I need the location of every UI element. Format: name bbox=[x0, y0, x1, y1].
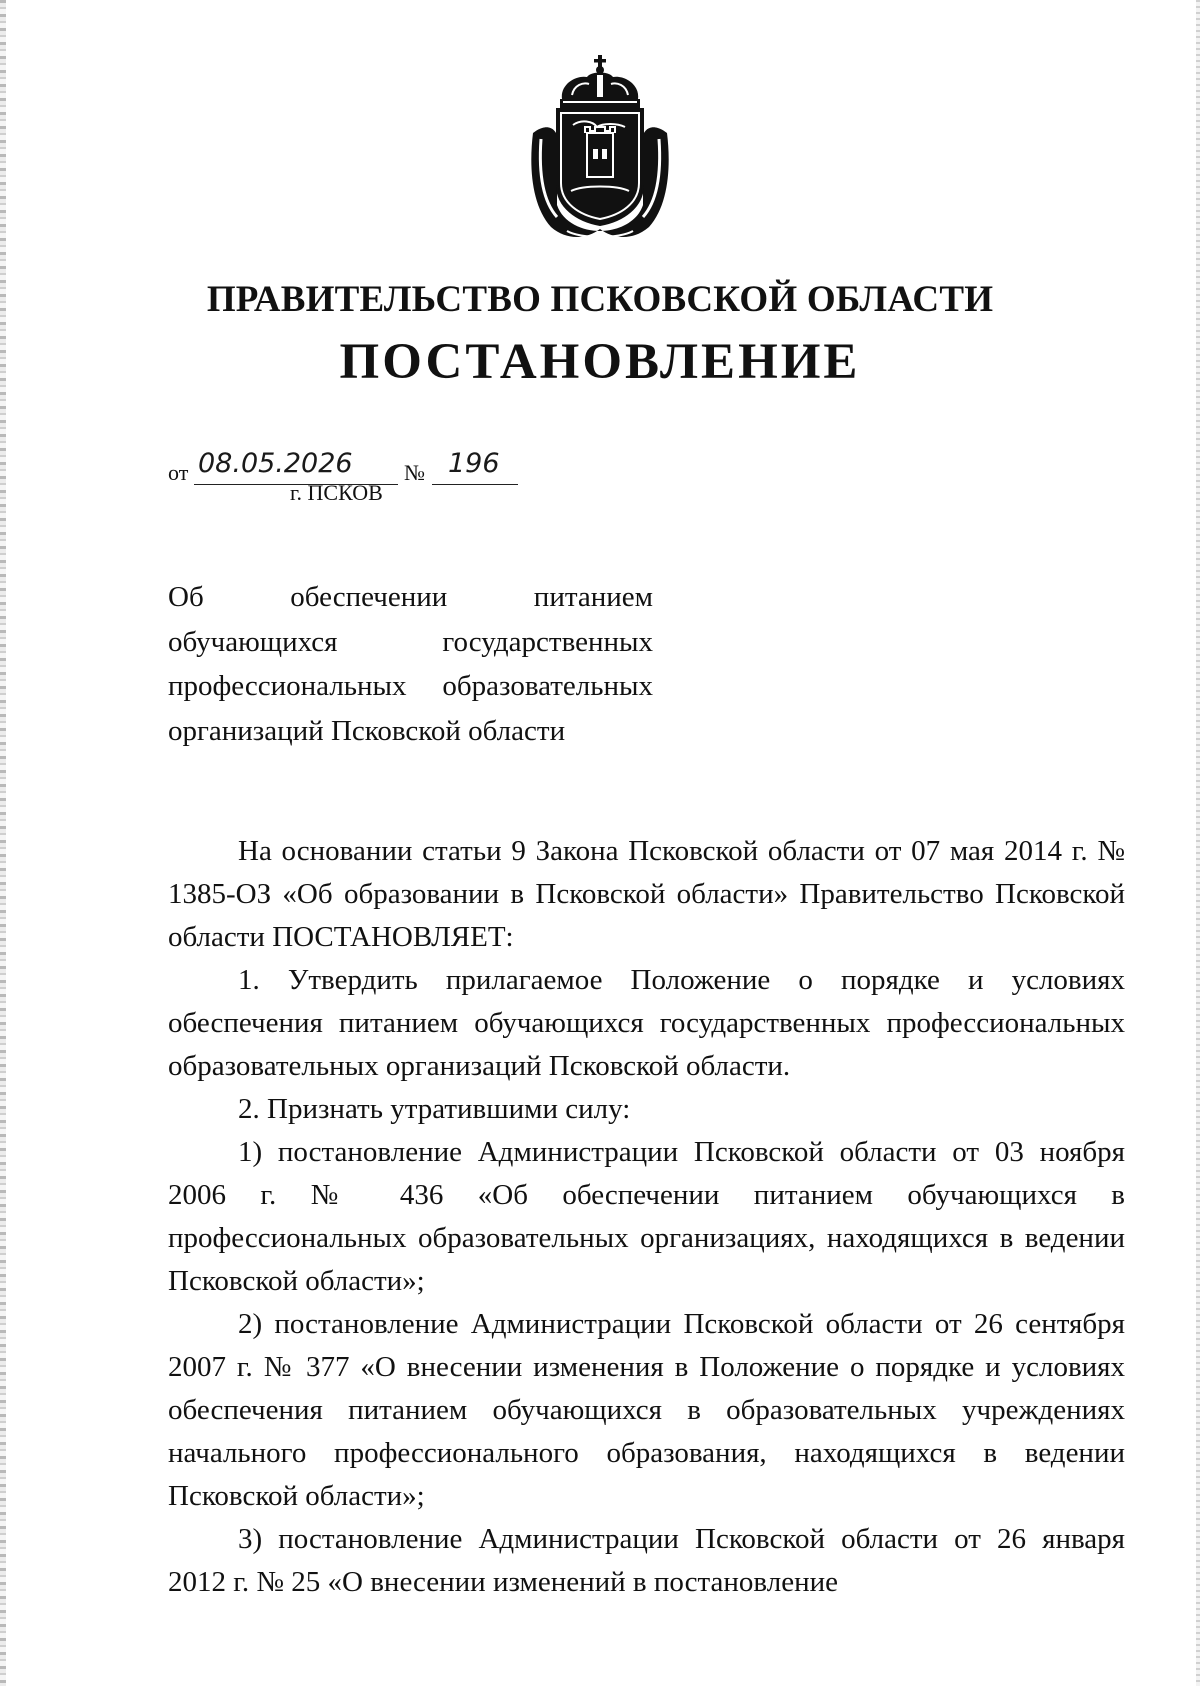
subject-line: организаций Псковской области bbox=[168, 714, 566, 747]
body-paragraph-item-2: 2. Признать утратившими силу: bbox=[238, 1093, 631, 1125]
document-subject bbox=[168, 575, 653, 753]
handwritten-date: 08.05.2026 bbox=[198, 448, 353, 479]
subject-line: Об обеспечении питанием bbox=[168, 581, 653, 613]
city-label: г. ПСКОВ bbox=[290, 480, 383, 505]
government-title: ПРАВИТЕЛЬСТВО ПСКОВСКОЙ ОБЛАСТИ bbox=[206, 279, 994, 320]
subject-line: профессиональных образовательных bbox=[168, 670, 653, 702]
document-kind-title: ПОСТАНОВЛЕНИЕ bbox=[339, 334, 861, 390]
body-paragraph-item-1: 1. Утвердить прилагаемое Положение о порядке и условиях обеспечения питанием обучающихся государственных профессиональных образовательных организаций Псковской области. bbox=[168, 964, 1125, 1082]
date-prefix: от bbox=[168, 460, 189, 485]
subject-line: обучающихся государственных bbox=[168, 625, 653, 658]
number-prefix: № bbox=[404, 460, 425, 485]
number-underline bbox=[432, 484, 518, 485]
body-paragraph-preamble: На основании статьи 9 Закона Псковской области от 07 мая 2014 г. № 1385-ОЗ «Об образовании в Псковской области» Правительство Псковской области ПОСТАНОВЛЯЕТ: bbox=[168, 835, 1125, 953]
body-paragraph-subitem-1: 1) постановление Администрации Псковской области от 03 ноября 2006 г. № 436 «Об обеспечении питанием обучающихся в профессиональных образовательных организациях, находящихся в ведении Псковской области»; bbox=[168, 1136, 1125, 1297]
scan-edge-right bbox=[1196, 0, 1200, 1686]
body-paragraph-subitem-3: 3) постановление Администрации Псковской области от 26 января 2012 г. № 25 «О внесении изменений в постановление bbox=[168, 1523, 1125, 1598]
coat-of-arms-emblem bbox=[527, 55, 673, 243]
document-body bbox=[168, 830, 1125, 1604]
handwritten-number: 196 bbox=[448, 448, 500, 479]
scan-edge-left bbox=[0, 0, 6, 1686]
body-paragraph-subitem-2: 2) постановление Администрации Псковской области от 26 сентября 2007 г. № 377 «О внесении изменения в Положение о порядке и условиях обеспечения питанием обучающихся в образовательных учреждениях начального профессионального образования, находящихся в ведении Псковской области»; bbox=[168, 1308, 1125, 1512]
